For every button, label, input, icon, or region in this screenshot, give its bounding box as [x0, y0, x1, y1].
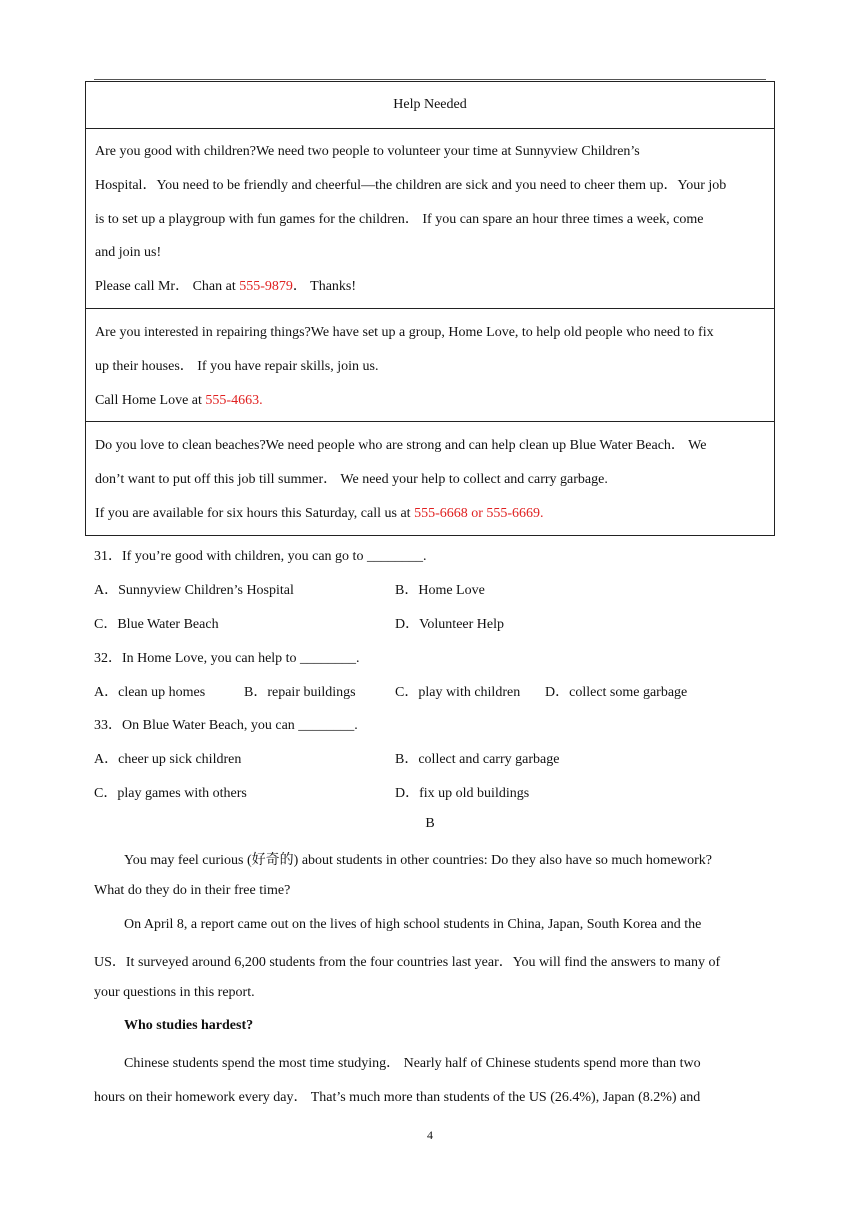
- paragraph-line: What do they do in their free time?: [94, 883, 291, 898]
- option-31-c: C．Blue Water Beach: [94, 617, 219, 632]
- contact-prefix: Call Home Love at: [95, 392, 206, 408]
- paragraph-line: You may feel curious (好奇的) about students in other countries: Do they also have so much homework?: [124, 853, 713, 868]
- notice-title: Help Needed: [393, 97, 467, 112]
- notice-contact: [95, 270, 765, 304]
- paragraph-line: hours on their homework every day． That’s much more than students of the US (26.4%), Japan (8.2%) and: [94, 1090, 701, 1105]
- contact-suffix: ． Thanks!: [292, 279, 357, 295]
- notice-text: don’t want to put off this job till summer． We need your help to collect and carry garbage.: [95, 472, 608, 488]
- option-32-d: D．collect some garbage: [545, 685, 688, 700]
- notice-text: and join us!: [95, 245, 162, 261]
- notice-home-love: [86, 309, 774, 422]
- paragraph-line: US．It surveyed around 6,200 students from the four countries last year．You will find the answers to many of: [94, 955, 721, 970]
- contact-prefix: Please call Mr． Chan at: [95, 279, 240, 295]
- notice-text: Hospital．You need to be friendly and cheerful—the children are sick and you need to cheer them up．Your job: [95, 177, 727, 193]
- question-33: 33．On Blue Water Beach, you can ________.: [94, 718, 358, 733]
- option-33-b: B．collect and carry garbage: [395, 752, 560, 767]
- option-32-a: A．clean up homes: [94, 685, 206, 700]
- notice-text: Are you interested in repairing things?We have set up a group, Home Love, to help old people who need to fix: [95, 324, 714, 340]
- phone-number: 555-9879: [239, 279, 293, 295]
- option-33-c: C．play games with others: [94, 786, 247, 801]
- header-rule: [94, 79, 766, 80]
- notice-text: is to set up a playgroup with fun games for the children． If you can spare an hour three times a week, come: [95, 211, 704, 227]
- option-33-d: D．fix up old buildings: [395, 786, 530, 801]
- section-heading: Who studies hardest?: [124, 1018, 254, 1033]
- question-32: 32．In Home Love, you can help to ________.: [94, 651, 360, 666]
- notice-table: [85, 81, 775, 536]
- phone-number: 555-4663.: [205, 392, 263, 408]
- notice-text: Do you love to clean beaches?We need people who are strong and can help clean up Blue Water Beach． We: [95, 438, 707, 454]
- notice-contact: [95, 384, 765, 418]
- option-31-d: D．Volunteer Help: [395, 617, 504, 632]
- contact-prefix: If you are available for six hours this Saturday, call us at: [95, 505, 415, 521]
- option-32-c: C．play with children: [395, 685, 521, 700]
- page-number: 4: [427, 1128, 433, 1142]
- option-31-b: B．Home Love: [395, 583, 485, 598]
- option-33-a: A．cheer up sick children: [94, 752, 242, 767]
- option-32-b: B．repair buildings: [244, 685, 356, 700]
- section-label: B: [425, 816, 435, 831]
- question-31: 31．If you’re good with children, you can go to ________.: [94, 549, 427, 564]
- paragraph-line: your questions in this report.: [94, 985, 255, 1000]
- notice-text: Are you good with children?We need two people to volunteer your time at Sunnyview Children’s: [95, 144, 640, 159]
- paragraph-line: Chinese students spend the most time studying． Nearly half of Chinese students spend more than two: [124, 1056, 701, 1071]
- notice-blue-water-beach: [86, 422, 774, 534]
- option-31-a: A．Sunnyview Children’s Hospital: [94, 583, 294, 598]
- notice-contact: [95, 497, 765, 531]
- notice-sunnyview: [86, 129, 774, 309]
- paragraph-line: On April 8, a report came out on the lives of high school students in China, Japan, South Korea and the: [124, 917, 702, 932]
- phone-number: 555-6668 or 555-6669.: [414, 505, 544, 521]
- notice-text: up their houses． If you have repair skills, join us.: [95, 358, 379, 374]
- notice-table-header: [86, 82, 774, 129]
